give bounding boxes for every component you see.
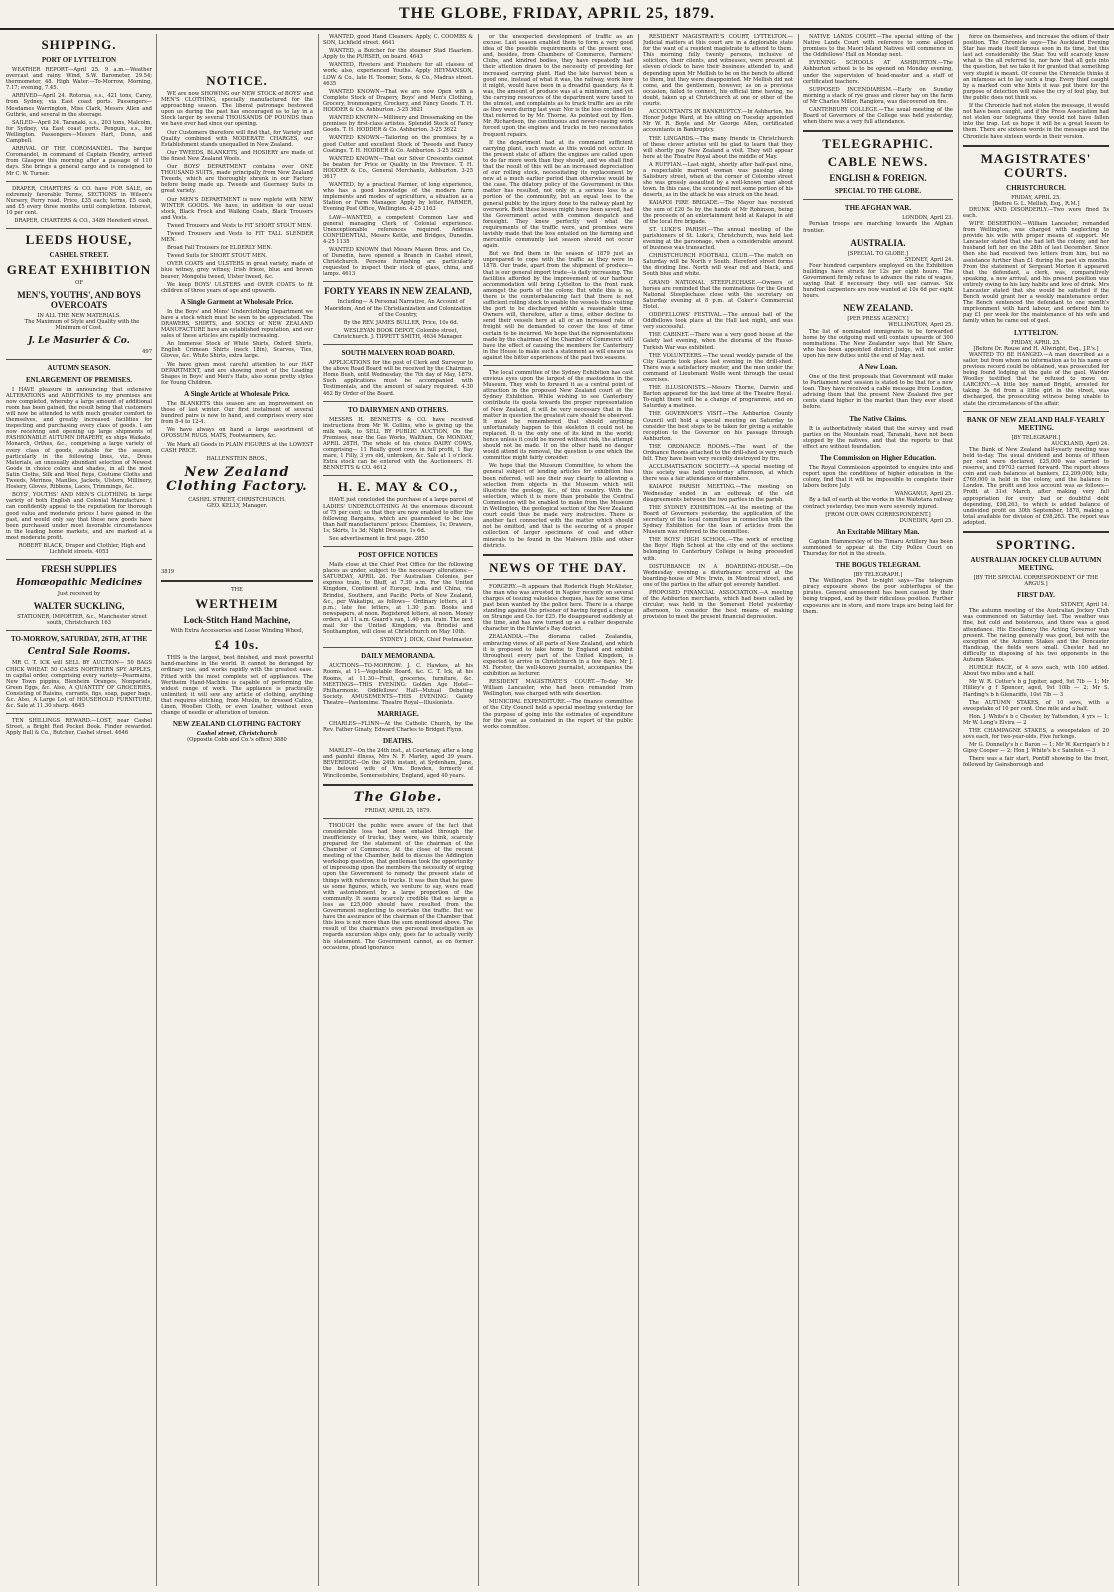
- cable-news-heading: CABLE NEWS.: [827, 154, 929, 170]
- wesleyan-depot: WESLEYAN BOOK DEPOT, Colombo street, Christchurch. J. TIPPETT SMITH, 4634 Manager.: [333, 327, 463, 340]
- english-foreign-heading: ENGLISH & FOREIGN.: [829, 173, 927, 184]
- news-item: CANTERBURY COLLEGE.—The usual meeting of the Board of Governors of the College was held yesterday, when there was a very full attendance.: [803, 107, 953, 126]
- notice-paragraph: Broad Fall Trousers for ELDERLY MEN.: [167, 245, 273, 252]
- column-rule: [478, 34, 479, 1586]
- special-to-globe: SPECIAL TO THE GLOBE.: [834, 187, 922, 196]
- materials-label: IN ALL THE NEW MATERIALS.: [37, 313, 121, 320]
- weather-report: WEATHER REPORT—April 25. 9 a.m.—Weather overcast and rainy. Wind, S.W. Barometer, 29.54; thermometer, 48. High Water.—To-Morrow, Morning, 7.17; evening, 7.45.: [6, 67, 152, 92]
- notice-paragraph: We Mark all Goods in PLAIN FIGURES at the LOWEST CASH PRICE.: [161, 441, 313, 454]
- notice-paragraph: We keep BOYS' ULSTERS and OVER COATS to fit children of three years of age and upwards.: [161, 281, 313, 294]
- bogus-telegram-heading: THE BOGUS TELEGRAM.: [835, 561, 921, 570]
- native-claims-heading: The Native Claims.: [849, 414, 907, 423]
- news-item: THE LINGARDS.—The many friends in Christchurch of these clever artistes will be glad to learn that they will shortly pay New Zealand a visit. They will appear here at the Theatre Royal about the middle of May.: [643, 135, 793, 160]
- draper-signature: DRAPER, CHARTERS & CO., 3489 Hereford street.: [14, 218, 150, 225]
- news-item: ODDFELLOWS' FESTIVAL.—The annual ball of the Oddfellows took place at the Hall last night, and was very successful.: [643, 312, 793, 331]
- news-item: A RUFFIAN.—Last night, shortly after half-past nine, a respectable married woman was passing along Salisbury street, when at the corner of Colombo street she was grossly assaulted by a well-known man about town. In this case, the scoundrel met some portion of his deserts, as in the attack he was struck on the head.: [643, 161, 793, 199]
- news-item: PROPOSED FINANCIAL ASSOCIATION.—A meeting of the Ashburton merchants, which had been called by circular, was held in the Somerset Hotel yesterday afternoon, to consider the best means of making provision to meet the present financial depression.: [643, 589, 793, 621]
- ajc-tail: There was a fair start, Pontiff showing to the front, followed by Gainsborough and: [963, 756, 1109, 769]
- post-office-body: Mails close at the Chief Post Office for the following places as under, subject to the necessary alterations:— SATURDAY, APRIL 26. For Australian Colonies, per express train, to Bluff, at 7.30 a.m. For the United Kingdom, Continent of Europe, India and China, via Brindisi, Southern, and Pacific Ports of New Zealand, &c., per Wakatipu, as follows— Ordinary letters, at 1 p.m.; late fee letters, at 1.30 p.m. Books and newspapers, at noon. Registered letters, at noon. Money orders, at 11 a.m. Guard's van, 1.40 p.m. train. The next mail for the United Kingdom, via Brindisi and Southampton, will close at Christchurch on May 10th.: [323, 562, 473, 636]
- notice-paragraph: An Immense Stock of White Shirts, Oxford Shirts, English Crimean Shirts (neck 18in), Scarves, Ties, Gloves, &c. White Shirts, extra large.: [161, 341, 313, 360]
- notice-paragraph: Tweed Trousers and Vests to FIT TALL SLENDER MEN.: [161, 230, 313, 244]
- lyttelton-heading: LYTTELTON.: [1014, 328, 1058, 337]
- wanganui-body: By a fall of earth at the works in the Waitotara railway contract yesterday, two men were severely injured.: [803, 497, 953, 510]
- ad-number: 497: [142, 348, 152, 355]
- australia-heading: AUSTRALIA.: [850, 237, 906, 248]
- afghan-body: Persian troops are marching towards the Afghan frontier.: [803, 221, 953, 234]
- wanted-ad: WANTED, Riveters and Finishers for all classes of work; also, experienced Youths. Apply HEYMANSON, LOW & Co., late H. Toomer, Sons, & Co., Madras street. 4635: [323, 62, 473, 87]
- notice-paragraph: Our BOYS' DEPARTMENT contains over ONE THOUSAND SUITS, made principally from New Zealand Tweeds, which are thoroughly shrunk in our Factory before being made up. Tweeds and Guernsey Suits in great variety.: [161, 164, 313, 195]
- news-item: FORGERY.—It appears that Roderick Hugh McAlister, the man who was arrested in Napier recently on several charges of issuing valueless cheques, has for some time past been wanted by the police here. There is a charge standing against the prisoner of having forged a cheque on Strange and Co. for £25. He disappeared suddenly at the time, and has now turned up as a rather desperate character in the Hawke's Bay district.: [483, 583, 633, 633]
- post-office-heading: POST OFFICE NOTICES: [358, 551, 438, 560]
- wanted-ad: WANTED, a Butcher for the steamer Stad Haarlem. Apply to the PURSER, on board. 4643: [323, 48, 473, 61]
- race-heading: THE CHAMPAGNE STAKES, a sweepstakes of 20 sovs each, for two-year-olds. Five furlongs.: [963, 727, 1109, 741]
- nz-clothing-factory-footer: NEW ZEALAND CLOTHING FACTORY: [172, 720, 302, 729]
- sailed-notice: SAILED—April 24. Taranaki, s.s., 203 tons, Malcolm, for Sydney, via East coast ports. Penguin, s.s., for Wellington. Passengers—Messrs Hart, Dunn, and Campbell.: [6, 119, 152, 145]
- malvern-body: APPLICATIONS for the post of Clerk and Surveyor to the above Road Board will be received by the Chairman, Home Bush, until Wednesday, the 7th day of May, 1879. Such applications must be accompanied with Testimonials, and the amount of salary required. 4-30 462 By Order of the Board.: [323, 360, 473, 397]
- commission-heading: The Commission on Higher Education.: [819, 453, 937, 462]
- hallenstein-label: HALLENSTEIN BROS.,: [206, 455, 268, 462]
- telegraph-label: [BY TELEGRAPH.]: [853, 572, 903, 579]
- notice-paragraph: We have given most careful attention to our HAT DEPARTMENT, and are showing most of the Leading Shapes in Boys' and Men's Hats, also some pretty styles for Young Children.: [161, 361, 313, 386]
- opposite-footer: (Opposite Cobb and Co.'s office) 3880: [187, 737, 287, 744]
- news-item: ZEALANDIA.—The diorama called Zealandia, embracing views of all parts of New Zealand, and which it is proposed to take home to England and exhibit throughout every part of the United Kingdom, is expected to arrive in Christchurch in a few days. Mr J. M. Forster, the well-known journalist, accompanies the exhibition as lecturer.: [483, 634, 633, 677]
- news-item: ST. LUKE'S PARISH.—The annual meeting of the parishioners of St. Luke's, Christchurch, was held last evening at the parsonage, when a considerable amount of business was transacted.: [643, 226, 793, 252]
- leeds-house-heading: LEEDS HOUSE,: [25, 232, 133, 248]
- leader-continued: If the department had at its command sufficient carrying plant, such waste as this would not occur. In the present state of affairs the engines are called upon to do far more work than they should, and we shall find that the result of this will be an increased depreciation of our rolling stock, necessitating its replacement by new at a much earlier period than otherwise would be the case. The dilatory policy of the Government in this matter has resulted, not only in a serious loss to a portion of the community, but an equal loss to the general public by the injury done to the railway plant by overwork. Both these losses might have been saved, had the Government acted with common despatch and foresight. They knew perfectly well what the requirements of the traffic were, and promises were lavishly made that the loss entailed on the farming and mercantile community last season should not occur again.: [483, 139, 633, 250]
- malvern-heading: SOUTH MALVERN ROAD BOARD.: [341, 349, 455, 358]
- court-before: [Before Dr. Rouse and H. Allwright, Esq., J.P.'s.]: [973, 345, 1099, 352]
- race-results: Mr W. R. Cotter's b g Jupiter, aged, 9st 7lb — 1; Mr Hilliey's g f Spencer, aged, 9st 10lb — 2; Mr S. Harding's b h Glenariffe, 10st 7lb — 3: [963, 679, 1109, 698]
- notice-paragraph: OVER COATS and ULSTERS in great variety, made of blue witney, grey witney, Irish frieze, blue and brown beaver, Mongolia tweed, Ulster tweed, &c.: [161, 261, 313, 280]
- excitable-heading: An Excitable Military Man.: [836, 527, 920, 536]
- news-item: ACCLIMATISATION SOCIETY.—A special meeting of this society was held yesterday afternoon, at which there was a fair attendance of members.: [643, 464, 793, 483]
- column-1: [6, 34, 152, 1586]
- news-item: force on themselves, and increase the odium of their position. The Chronicle says—The Auckland Evening Star has made itself famous soon in its time, but this last act considerably the Star. You will scarcely know what is the all referred to, nor how that all gets into the question, but we take it for granted that something very stupid is meant. Of course the Chronicle thinks it an infamous act to lay such a trap. Every thief caught by a marked coin who hints it was put there for the purpose of detection will raise the cry of foul play, but the public does not think so.: [963, 34, 1109, 101]
- news-item: THE ILLUSIONISTS.—Messrs Thorne, Darwin and Barton appeared for the last time at the Theatre Royal. To-night there will be a change of programme, and on Saturday a matinee.: [643, 385, 793, 410]
- dairy-body: MESSRS H. BENNETTS & CO. have received instructions from Mr W. Collins, who is giving up the milk walk, to SELL BY PUBLIC AUCTION, On the Premises, near the Gas Works, Waltham, On MONDAY, APRIL 28TH, The whole of his choice DAIRY COWS, comprising— 11 Really good cows in full profit, 1 Bay mare, 1 Filly, 3 yrs old, unbroken, &c. Sale at 1 o'clock. Extra stock can be entered with the Auctioneers. H. BENNETTS & CO. 4612: [323, 416, 473, 472]
- port-heading: PORT OF LYTTELTON: [41, 56, 117, 64]
- stationer-text: STATIONER, IMPORTER, &c., Manchester street south, Christchurch 163: [17, 614, 147, 627]
- telegraph-label: [BY TELEGRAPH.]: [1011, 434, 1061, 441]
- globe-heading: The Globe.: [353, 789, 443, 805]
- dateline: LONDON, April 23.: [902, 215, 953, 222]
- commission-body: The Royal Commission appointed to enquire into and report upon the conditions of higher education in the colony, find that it will be impossible to complete their labors before July.: [803, 464, 953, 490]
- news-item: DISTURBANCE IN A BOARDING-HOUSE.—On Wednesday evening a disturbance occurred at the boarding-house of Mrs Irwin, in Montreal street, and one of the parties in the affair got severely handled.: [643, 563, 793, 588]
- court-before: [Before G. L. Mellish, Esq., R.M.]: [992, 200, 1080, 207]
- deaths-body: MARLEY—On the 24th inst., at Courtenay, after a long and painful illness, Mrs N. F. Marley, aged 39 years. BEVERIDGE—On the 24th instant, at Sydenham, Jane, the beloved wife of Wm. Bowden, formerly of Wincilcombe, Somersetshire, England, aged 40 years.: [323, 748, 473, 779]
- dateline: AUCKLAND, April 24.: [1051, 440, 1109, 447]
- race-heading: HURDLE RACE, of 4 sovs each, with 100 added. About two miles and a half.: [963, 665, 1109, 678]
- news-item: NATIVE LANDS COURT.—The special sitting of the Native Lands Court with reference to some alleged promises to the Maori Island Natives will commence in the Oddfellows' Hall on Monday next.: [803, 34, 953, 59]
- autumn-body: I HAVE pleasure in announcing that extensive ALTERATIONS and ADDITIONS to my premises are now completed, whereby a large amount of additional room has been gained, the result being that customers will now be attended to with much greater comfort to themselves, and greatly increased facilities for inspecting and purchasing every class of goods. I am now receiving and opening up large shipments of FASHIONABLE AUTUMN DRAPERY, ex ships Waikato, Monarch, Orthes, &c., comprising a large variety of every class of goods, suitable for the season, particularly in the following lines, viz., Dress Materials, an unusually abundant selection of Newest Goods in choice colors and shades, in all the most Satin Cloths, Silk and Wool Reps, Costume Cloths and Tweeds, Merinos, Mantles, Jackets, Ulsters, Millinery, Hosiery, Gloves, Ribbons, Laces, Trimmings, &c.: [6, 386, 152, 491]
- robert-black-signature: ROBERT BLACK, Draper and Clothier, High and Lichfield streets. 4053: [18, 542, 146, 556]
- received-label: Just received by: [57, 591, 101, 598]
- ajc-heading: AUSTRALIAN JOCKEY CLUB AUTUMN MEETING.: [970, 556, 1102, 572]
- masthead-title: THE GLOBE, FRIDAY, APRIL 25, 1879.: [399, 5, 715, 22]
- price-label: £4 10s.: [214, 637, 260, 653]
- news-item: THE ORDNANCE ROOMS.—The want of the Ordnance Rooms attached to the drill-shed is very much felt. They have been very recently destroyed by fire.: [643, 443, 793, 463]
- wanted-ad: WANTED KNOWN—Tailoring on the premises by a good Cutter and excellent Stock of Tweeds and Fancy Coatings. T. H. HODDER & Co. Ashburton. 3-25 3623: [323, 135, 473, 154]
- column-rule: [958, 34, 959, 1586]
- boys-clothing-text: BOYS', YOUTHS' AND MEN'S CLOTHING In large variety of both English and Colonial Manufacture. I can confidently appeal to the reputation for thorough good value and moderate prices I have gained in the past, and would only say that these new goods have been purchased under most favorable circumstances in the leading home markets, and are marked at a most moderate profit.: [6, 492, 152, 541]
- leader-continued: But we find them in the season of 1879 just as unprepared to cope with the traffic as they were in 1878. Our trade, apart from the shipment of produce—that is our general import trade—is daily increasing. The facilities afforded by the improvement of our harbour accommodation will bring Lyttelton to the front rank amongst the ports of the colony. But while this is so, there is the counterbalancing fact that there is not sufficient rolling stock to enable the vessels thus visiting the port to be discharged within a reasonable time. Owners will, therefore, after a time, either decline to send their vessels here at all or an increased rate of freight will be demanded to cover the loss of time certain to be incurred. We hope that the representations made by the chairman of the Chamber of Commerce will have the effect of causing the members for Canterbury in the House to make such a statement as will ensure us against the bitter experiences of the past two seasons.: [483, 251, 633, 361]
- may-co-heading: H. E. MAY & CO.,: [337, 479, 459, 495]
- column-3: [323, 34, 473, 1586]
- see-advertisement: See advertisement in first page. 2850: [329, 536, 429, 542]
- column-5: [643, 34, 793, 1586]
- notice-paragraph: The BLANKETS this season are an improvement on those of last winter. Our first instalment of several hundred pairs is now to hand, and comprises every size from 8-4 to 12-4.: [161, 400, 313, 426]
- court-date: FRIDAY, APRIL 25.: [1011, 194, 1061, 201]
- dateline: WANGANUI, April 25.: [894, 491, 953, 498]
- own-correspondent-label: [FROM OUR OWN CORRESPONDENT.]: [825, 511, 931, 518]
- reward-notice: TEN SHILLINGS REWARD.—LOST, near Cashel Street, a Bright Red Pocket Book. Finder rewarded. Apply Bull & Co., Butcher, Cashel street. 4646: [6, 718, 152, 737]
- column-rule: [638, 34, 639, 1586]
- notice-body: WE are now SHOWING our NEW STOCK of BOYS' and MEN'S CLOTHING, specially manufactured for the approaching season. The liberal patronage bestowed upon us during the past has encouraged us to lay in a Stock larger by several THOUSANDS OF POUNDS than we have ever had since our opening.: [161, 91, 313, 128]
- lockstitch-heading: Lock-Stitch Hand Machine,: [183, 615, 291, 626]
- forty-years-heading: FORTY YEARS IN NEW ZEALAND,: [324, 286, 472, 297]
- new-zealand-heading: NEW ZEALAND.: [843, 303, 913, 314]
- great-exhibition-heading: GREAT EXHIBITION: [6, 262, 152, 278]
- mastodon-article: The local committee of the Sydney Exhibition has cast envious eyes upon the largest of the mastodons in the Museum. They wish to forward it as a central point of attraction in the proposed New Zealand court at the Sydney Exhibition. While wishing to see Canterbury contribute its quota towards the proper representation of New Zealand, it will be very necessary that in the matter in question the greatest care should be observed. It must be remembered that should anything unfortunately happen to this skeleton it could not be replaced. It is the only one of its kind in the world; hence unless it could be moved without risk, the attempt should not be made. If on the other hand no danger would attend its removal, the question is one which the committee might fairly consider.: [483, 369, 633, 462]
- wanted-ad: WANTED KNOWN that Messrs Mason Bros. and Co., of Dunedin, have opened a Branch in Cashel street, Christchurch. Persons furnishing are particularly requested to inspect their stock of glass, china, and lamps. 4613: [323, 247, 473, 278]
- notice-paragraph: Tweed Suits for SHORT STOUT MEN.: [167, 253, 267, 260]
- new-loan-heading: A New Loan.: [858, 363, 898, 371]
- news-of-the-day-heading: NEWS OF THE DAY.: [489, 559, 627, 575]
- telegraphic-heading: TELEGRAPHIC.: [822, 136, 934, 152]
- magistrates-courts-heading: MAGISTRATES' COURTS.: [980, 150, 1092, 180]
- news-item: KAIAPOI PARISH MEETING.—The meeting on Wednesday ended in an outbreak of the old disagreements between the two parties in the parish.: [643, 484, 793, 503]
- may-co-body: HAVE just concluded the purchase of a large parcel of LADIES' UNDERCLOTHING At the enormous discount of 75 per cent; so that they are now enabled to offer the following Bargains, which are guaranteed to be less than half manufacturers' prices: Chemises, 1s; Drawers, 1s; Skirts, 1s 3d; Night Dresses, 1s 6d.: [323, 497, 473, 534]
- dateline: SYDNEY, April 24.: [904, 256, 953, 263]
- suckling-heading: WALTER SUCKLING,: [33, 601, 125, 612]
- wanted-ad: WANTED, good Hand Cleaners. Apply, C. COOMBS & SON, Lichfield street. 4641: [323, 34, 473, 47]
- first-day-heading: FIRST DAY.: [1017, 591, 1055, 600]
- australia-body: Four hundred carpenters employed on the Exhibition buildings have struck for 12s per eight hours. The Government firmly refuse to advance the rate of wages, saying that if necessary they will use canvas. Six hundred carpenters are now wanted at 10s 6d per eight hours.: [803, 262, 953, 300]
- news-item: SUPPOSED INCENDIARISM.—Early on Sunday morning a stack of rye grass and clover hay on the farm of Mr Charles Miller, Rangiora, was discovered on fire.: [803, 86, 953, 105]
- special-label: [SPECIAL TO GLOBE.]: [847, 250, 909, 257]
- race-heading: The AUTUMN STAKES, of 10 sovs, with a sweepstake of 10 per cent. One mile and a half.: [963, 699, 1109, 712]
- cashel-street-label: CASHEL STREET.: [49, 251, 109, 260]
- special-label: [BY THE SPECIAL CORRESPONDENT OF THE ARGUS.]: [973, 575, 1099, 588]
- column-rule: [798, 34, 799, 1586]
- notice-paragraph: Tweed Trousers and Vests to FIT SHORT STOUT MEN.: [167, 222, 313, 229]
- loan-body: One of the first proposals that Government will make to Parliament next session is stated to be that for a new loan. They have received a cable message from London, advising them that the present New Zealand five per cents stand higher in the market than they ever stood before.: [803, 374, 953, 411]
- column-6: [803, 34, 953, 1586]
- fresh-supplies-heading: FRESH SUPPLIES: [41, 564, 117, 575]
- draper-ad: DRAPER, CHARTERS & CO. have FOR SALE, on extremely favorable Terms, SECTIONS in Wilson's Nursery, Ferry road. Price, £35 each; terms, £5 cash, and £5 every three months until completion. Interest, 10 per cent.: [6, 185, 152, 216]
- bank-body: The Bank of New Zealand half-yearly meeting was held to-day. The usual dividend and bonus of fifteen per cent were declared, £25,000 was carried to reserve, and £9703 carried forward. The report shows coin and cash balances at bankers, £2,209,000; bills, £769,000 is held in the colony, and the balance in London. The profit and loss account was as follows—Profit at 31st March, after making very full appropriation for every bad or doubtful debt depending, £98,263, to which is added balance of undivided profit on 30th September, 1878, making a total available for division of £98,263. The report was adopted.: [963, 446, 1109, 526]
- excitable-body: Captain Hammersley of the Timaru Artillery has been summoned to appear at the City Police Court on Thursday for riot in the streets.: [803, 538, 953, 557]
- ick-auction-text: MR C. T. ICK will SELL BY AUCTION— 50 BAGS CHICK WHEAT. 50 CASES NORTHERN SPY APPLES, in capital order, comprising every variety—Pearmains, New Town pippins, Blenheim Oranges, Nonpariels, Green Eggs, &c. Also, A QUANTITY OF GROCERIES, Consisting of Raisins, currants, figs, soap, paper bags, &c. Also, A Large Lot of HOUSEHOLD FURNITURE, &c. Sale at 11.30 sharp. 4645: [6, 660, 152, 710]
- tomorrow-heading: TO-MORROW, SATURDAY, 26TH, AT THE: [10, 635, 148, 644]
- news-item: THE GOVERNOR'S VISIT.—The Ashburton County Council will hold a special meeting on Saturday to consider the best steps to be taken for giving a suitable reception to the Governor on his passage through Ashburton.: [643, 411, 793, 442]
- ad-number: 3819: [161, 568, 175, 575]
- news-item: KAIAPOI FIRE BRIGADE.—The Mayor has received the sum of £20 5s by the hands of Mr Robinson, being the proceeds of an entertainment held at Kaiapoi in aid of the local fire brigade.: [643, 200, 793, 225]
- postmaster-signature: SYDNEY J. DICK, Chief Postmaster.: [379, 637, 473, 644]
- news-item: THE CABINET.—There was a very good house at the Gaiety last evening, when the diorama of the Russo-Turkish War was exhibited.: [643, 332, 793, 351]
- maximum-style-text: The Maximum of Style and Quality with the Minimum of Cost.: [24, 319, 140, 332]
- globe-date: FRIDAY, APRIL 25, 1879.: [364, 807, 432, 814]
- dateline: WELLINGTON, April 25.: [888, 322, 953, 329]
- cashel-footer: Cashel street, Christchurch: [196, 731, 278, 738]
- race-results: Mr G. Donnelly's b c Baron — 1; Mr W. Kerrigan's b f Gipsy Cooper — 2; Hon J. White's b c Sainfoin — 3: [963, 742, 1109, 755]
- news-item: GRAND NATIONAL STEEPLECHASE.—Owners of horses are reminded that the nominations for the Grand National Steeplechase close with the secretary on Saturday evening at 8 p.m. at Coker's Commercial Hotel.: [643, 279, 793, 310]
- news-item: THE BOYS' HIGH SCHOOL.—The work of erecting the Boys' High School at the city end of the sections belonging to Canterbury College is being proceeded with.: [643, 537, 793, 562]
- dateline: DUNEDIN, April 25.: [899, 517, 953, 524]
- bogus-body: The Wellington Post to-night says—The telegram piracy exposure shows the poor subterfuges of the pirates. General amusement has been caused by their being trapped, and by their ridiculous position. Further exposures are in store, and more traps are being laid for them.: [803, 578, 953, 615]
- coromandel-notice: ARRIVAL OF THE COROMANDEL. The barque Coromandel, in command of Captain Hendry, arrived from Glasgow this morning after a passage of 110 days. She brings a general cargo and is consigned to Mr C. W. Turner.: [6, 146, 152, 177]
- notice-paragraph: Our Customers therefore will find that, for Variety and Quality combined with MODERATE CHARGES, our Establishment stands unequalled in New Zealand.: [161, 129, 313, 148]
- news-item: THE VOLUNTEERS.—The usual weekly parade of the City Guards took place last evening in the drill-shed. There was a satisfactory muster, and the men under the command of Lieutenant Wolfe went through the usual exercises.: [643, 352, 793, 383]
- of-label: OF: [75, 280, 83, 287]
- press-agency-label: [PER PRESS AGENCY.]: [847, 316, 909, 323]
- news-item: MUNICIPAL EXPENDITURE.—The finance committee of the City Council held a special meeting yesterday for the purpose of going into the estimates of expenditure for the year, as contained in the report of the public works committee.: [483, 699, 633, 730]
- court-date: FRIDAY, APRIL 25.: [1011, 339, 1061, 346]
- shipping-heading: SHIPPING.: [41, 37, 117, 52]
- masthead: [0, 0, 1114, 30]
- court-item: DRUNK AND DISORDERLY.—Two were fined 5s each.: [963, 206, 1109, 219]
- column-rule: [318, 34, 319, 1586]
- the-label: THE: [231, 587, 243, 594]
- wertheim-heading: WERTHEIM: [195, 596, 279, 612]
- museum-article: We hope that the Museum Committee, to whom the general subject of lending articles for exhibition has been referred, will see their way clearly to allowing a selection from objects in the Museum which will illustrate the geology, &c., of this country. With the selection, which it is more than probable the Central Commission will be enabled to make from the Museum in Wellington, the geological section of the New Zealand court could thus be made very instructive. There is another fact connected with the matter which should not be omitted, and that is the securing of a proper collection of larger specimens of coal and other minerals to be found in the Malvern Hills and other districts.: [483, 463, 633, 549]
- single-article-heading: A Single Article at Wholesale Price.: [184, 389, 290, 398]
- leader-continued: or the unexpected development of traffic as an excuse. Last season enabled them to form a very good idea of the possible requirements of the present one, and, besides, from Chambers of Commerce, Farmers' Clubs, and kindred bodies, they have repeatedly had their attention drawn to the necessity of providing for increased carrying plant. Had the late harvest been a good one, instead of what it was, the railway, work how it might, would have been in a dreadful quandary. As it was, the amount of produce was at a minimum, and yet the carrying resources of the department were taxed to the utmost, and complaints as to truck traffic are as rife as they were during last year. Nor is the loss confined to that referred to by Mr. Thorne. As pointed out by Hon. Mr. Richardson, the continuous and never-ceasing work forced upon the engines and trucks in two necessitates frequent repairs.: [483, 34, 633, 138]
- memoranda-heading: DAILY MEMORANDA.: [361, 652, 435, 661]
- news-item: If the Chronicle had not stolen the message, it would not have been caught, and if the Press Association had not stolen our telegrams they would not have fallen into the trap. Let us hope it will be a great lesson to them. There are sixteen words in the message and the Chronicle have sixteen words in their version.: [963, 103, 1109, 140]
- column-2: [161, 34, 313, 1586]
- column-4: [483, 34, 633, 1586]
- wertheim-body: THIS is the largest, best finished, and most powerful hand-machine in the world. It cannot be deranged by ordinary use, and works rapidly with the greatest ease. Fitted with the most complete set of appliances. The Wertheim Hand-Machine is capable of performing the widest range of work. The appliance is practically unlimited; it will sew any article of clothing, anything that requires stitching, from Muslin, to dressed Calico, Linen, Woollen Cloth, or even Leather, without even change of needle or alteration of tension.: [161, 655, 313, 717]
- homoeopathic-heading: Homœopathic Medicines: [16, 578, 142, 589]
- manager-label: GEO. KELLY, Manager.: [206, 502, 268, 509]
- accessories-label: With Extra Accessories and Loose Winding Wheel,: [170, 628, 304, 635]
- wanted-ad: WANTED KNOWN—Millinery and Dressmaking on the premises by first-class artistes. Splendid Stock of Fancy Goods. T. H. HODDER & Co. Ashburton. 3-25 3622: [323, 115, 473, 134]
- leader-article: THOUGH the public were aware of the fact that considerable loss had been entailed through the insufficiency of trucks, they were, we think, scarcely prepared for the statement of the chairman of the Chamber of Commerce. At the close of the recent meeting of the Chamber, held to discuss the Addington workshop question, that gentleman took the opportunity of impressing upon the members the necessity of urging upon the Government to remedy the present state of things with reference to trucks. It was then that he gave us some figures, which, we venture to say, were read with astonishment by a large proportion of the community. It seems scarcely credible that so large a loss as £25,000 should have resulted from the Government neglecting to overtake the traffic. But we have the assurance of the chairman of the Chamber that this loss is not more than the sum mentioned above. The result of the chairman's own personal investigation as regards excursion ships only, goes far to actually verify his statement. The Government cannot, as on former occasions, plead ignorance: [323, 822, 473, 951]
- native-body: It is authoritatively stated that the survey and road parties on the Mountain road, Taranaki, have not been stopped by the natives, and that the reports to that effect are without foundation.: [803, 425, 953, 450]
- ajc-body: The autumn meeting of the Australian Jockey Club was commenced on Saturday last. The weather was fine, but cold and boisterous, and there was a good attendance. His Excellency the Acting Governor was present. The racing generally was good, but with the exception of the Autumn Stakes and the Doncaster Handicap, the fields were small. Chester had no difficulty in disposing of his two opponents in the Autumn Stakes.: [963, 608, 1109, 664]
- wanted-ad: WANTED KNOWN—That our Silver Crescents cannot be beaten for Price or Quality in the Province. T. H. HODDER & Co., General Merchants, Ashburton. 3-25 3617: [323, 155, 473, 180]
- wanted-ads: [323, 34, 473, 277]
- deaths-heading: DEATHS.: [382, 737, 414, 746]
- masurier-signature: J. Le Masurier & Co.: [28, 335, 130, 346]
- book-author: By the REV. JAMES BULLER, Price, 10s 6d.: [343, 319, 459, 326]
- bank-meeting-heading: BANK OF NEW ZEALAND HALF-YEARLY MEETING.: [966, 415, 1106, 432]
- cashel-street-address: CASHEL STREET, CHRISTCHURCH.: [188, 496, 286, 503]
- news-item: THE SYDNEY EXHIBITION.—At the meeting of the Board of Governors yesterday, the application of the secretary of the local committee in connection with the Sydney Exhibition for the loan of articles from the Museum was referred to the committee.: [643, 504, 793, 536]
- column-rule: [156, 34, 157, 1586]
- book-description: Including— A Personal Narrative, An Account of Maoridom, And of the Christianization and Colonization of the Country,: [324, 299, 472, 318]
- central-sale-rooms-heading: Central Sale Rooms.: [27, 647, 131, 658]
- notice-paragraph: We have always on hand a large assortment of OPOSSUM RUGS, MATS, Footwarmers, &c.: [161, 427, 313, 440]
- arrived-notice: ARRIVED—April 24. Rotorua, s.s., 421 tons, Carey, from Sydney, via East coast ports. Passengers—Mesdames Warrington, Miss Clark, Messrs Allen and Guthrie, and several in the steerage.: [6, 93, 152, 118]
- news-item: RESIDENT MAGISTRATE'S COURT, LYTTELTON.—Judicial matters at this court are in a deplorable state for the want of a resident magistrate to attend to them. This morning fully twenty persons, inclusive of solicitors, their clients, and witnesses, were present at eleven o'clock to have their business attended to, and depending upon Mr Mellish to be on the bench to attend to them, but they were disappointed. Mr Mellish did not come, and the gentlemen, however, as on a previous occasion, failed to connect, his official time having, no doubt, taken up at Christchurch at one or other of the courts.: [643, 34, 793, 108]
- mens-overcoats-heading: MEN'S, YOUTHS', AND BOYS OVERCOATS: [17, 290, 141, 311]
- news-item: CHRISTCHURCH FOOTBALL CLUB.—The match on Saturday will be North v South. Hereford street forms the dividing line. North will wear red and black, and South blue and white.: [643, 253, 793, 278]
- marriage-body: CHARLES—FLINN—At the Catholic Church, by the Rev. Father Ginaty, Edward Charles to Bridget Flynn.: [323, 720, 473, 734]
- nz-body: The list of nominated immigrants to be forwarded home by the outgoing mail will contain upwards of 300 nominations. The New Zealander says that Mr Shaw, who has been appointed district Judge, will not enter upon his new duties until the end of May next.: [803, 328, 953, 359]
- court-item: WIFE DESERTION.—William Lancaster, remanded from Wellington, was charged with neglecting to provide his wife with proper means of support. Mr Lancaster stated that she had left the colony, and her husband left her on the 28th of last December. Since then she had received two letters from him, but no assistance further than £1 during the past six months. From the statement of Sergeant Morton it appeared that the defendant, a clerk, was, comparatively speaking, a new arrival, and his present position was entirely owing to his lazy habits and love of drink. Mrs Lancaster stated that she would be satisfied if the Bench would grant her a weekly maintenance order. The Bench sentenced the defendant to one month's imprisonment with hard labour, and ordered him to pay £1 per week for the maintenance of his wife and family when he came out of gaol.: [963, 220, 1109, 325]
- nz-clothing-factory-heading: New Zealand Clothing Factory.: [166, 464, 308, 494]
- notice-heading: NOTICE.: [206, 73, 268, 88]
- dateline: SYDNEY, April 14.: [1060, 602, 1109, 609]
- court-item: WANTED TO BE HANGED.—A man described as a sailor, but from whom no information as to his name or previous record could be obtained, was prosecuted for being found lodging at the gate of the gaol. Warder Woolley testified that he refused to move on. LARCENY.—A little boy named Bright, arrested for taking 3s 6d from a little girl in the street, was discharged, the prosecuting witness being unable to state the circumstances of the affair.: [963, 351, 1109, 407]
- memoranda-body: AUCTIONS—TO-MORROW: J. C. Hawkes, at his Rooms, at 11—Vegetable Board, &c. C. T. Ick, at his Rooms, at 11.30—Fruit, groceries, furniture, &c. MEETINGS—THIS EVENING: Golden Age Hotel—Philharmonic. Oddfellows' Hall—Mutual Debating Society. AMUSEMENTS—THIS EVENING: Gaiety Theatre—Pantomime. Theatre Royal—Illusionists.: [323, 663, 473, 706]
- wanted-ad: LAW—WANTED, a competent Common Law and general managing Clerk of Colonial experience. Unexceptionable references required. Address CONFIDENTIAL, Messrs Kettle, and Bridges, Dunedin. 4-25 1135: [323, 214, 473, 245]
- sporting-heading: SPORTING.: [996, 537, 1076, 552]
- marriage-heading: MARRIAGE.: [377, 709, 419, 718]
- enlargement-heading: ENLARGEMENT OF PREMISES.: [26, 375, 132, 384]
- news-item: RESIDENT MAGISTRATE'S COURT.—To-day Mr William Lancaster, who had been remanded from Wellington, was charged with wife desertion.: [483, 679, 633, 698]
- notice-paragraph: Our MEN'S DEPARTMENT is now replete with NEW WINTER GOODS. We have, in addition to our usual stock, Black Frock and Walking Coats, Black Trousers and Vests.: [161, 196, 313, 221]
- news-item: ACCOUNTANTS IN BANKRUPTCY.—In Ashburton, his Honor Judge Ward, at his sitting on Tuesday appointed Mr W. R. Boyle and Mr George Allen, certificated accountants in Bankruptcy.: [643, 109, 793, 134]
- race-results: Hon. J. White's b c Chester, by Yattendon, 4 yrs — 1; Mr W. Long's Elvira — 2: [963, 713, 1109, 726]
- afghan-war-heading: THE AFGHAN WAR.: [844, 204, 912, 213]
- column-7: [963, 34, 1109, 1586]
- news-item: EVENING SCHOOLS AT ASHBURTON.—The Ashburton school is to be opened on Monday evening, under the supervision of head-master and a staff of certificated teachers.: [803, 60, 953, 85]
- single-garment-heading: A Single Garment at Wholesale Price.: [180, 297, 294, 306]
- dairy-heading: TO DAIRYMEN AND OTHERS.: [348, 405, 448, 414]
- notice-paragraph: In the Boys' and Mens' Underclothing Department we have a stock which must be seen to be appreciated. The DRAWERS, SHIRTS, and SOCKS of NEW ZEALAND MANUFACTURE have an established reputation, and our sales of these articles are rapidly increasing.: [161, 308, 313, 340]
- christchurch-heading: CHRISTCHURCH.: [1006, 183, 1066, 192]
- autumn-season-heading: AUTUMN SEASON.: [47, 363, 111, 372]
- notice-paragraph: Our TWEEDS, BLANKETS, and HOSIERY are made of the finest New Zealand Wools.: [161, 149, 313, 162]
- wanted-ad: WANTED, by a practical Farmer, of long experience, who has a good knowledge of the modern farm implements and modes of agriculture, a situation as a Station or Farm Manager. Apply by letter, FARMER, Evening Post Office, Wellington. 4-25 1163: [323, 182, 473, 213]
- wanted-ad: WANTED KNOWN—That we are now Open with a Complete Stock of Drapery, Boys' and Men's Clothing, Grocery, Ironmongery, Crockery, and Fancy Goods. T. H. HODDER & Co. Ashburton. 3-25 3621: [323, 88, 473, 114]
